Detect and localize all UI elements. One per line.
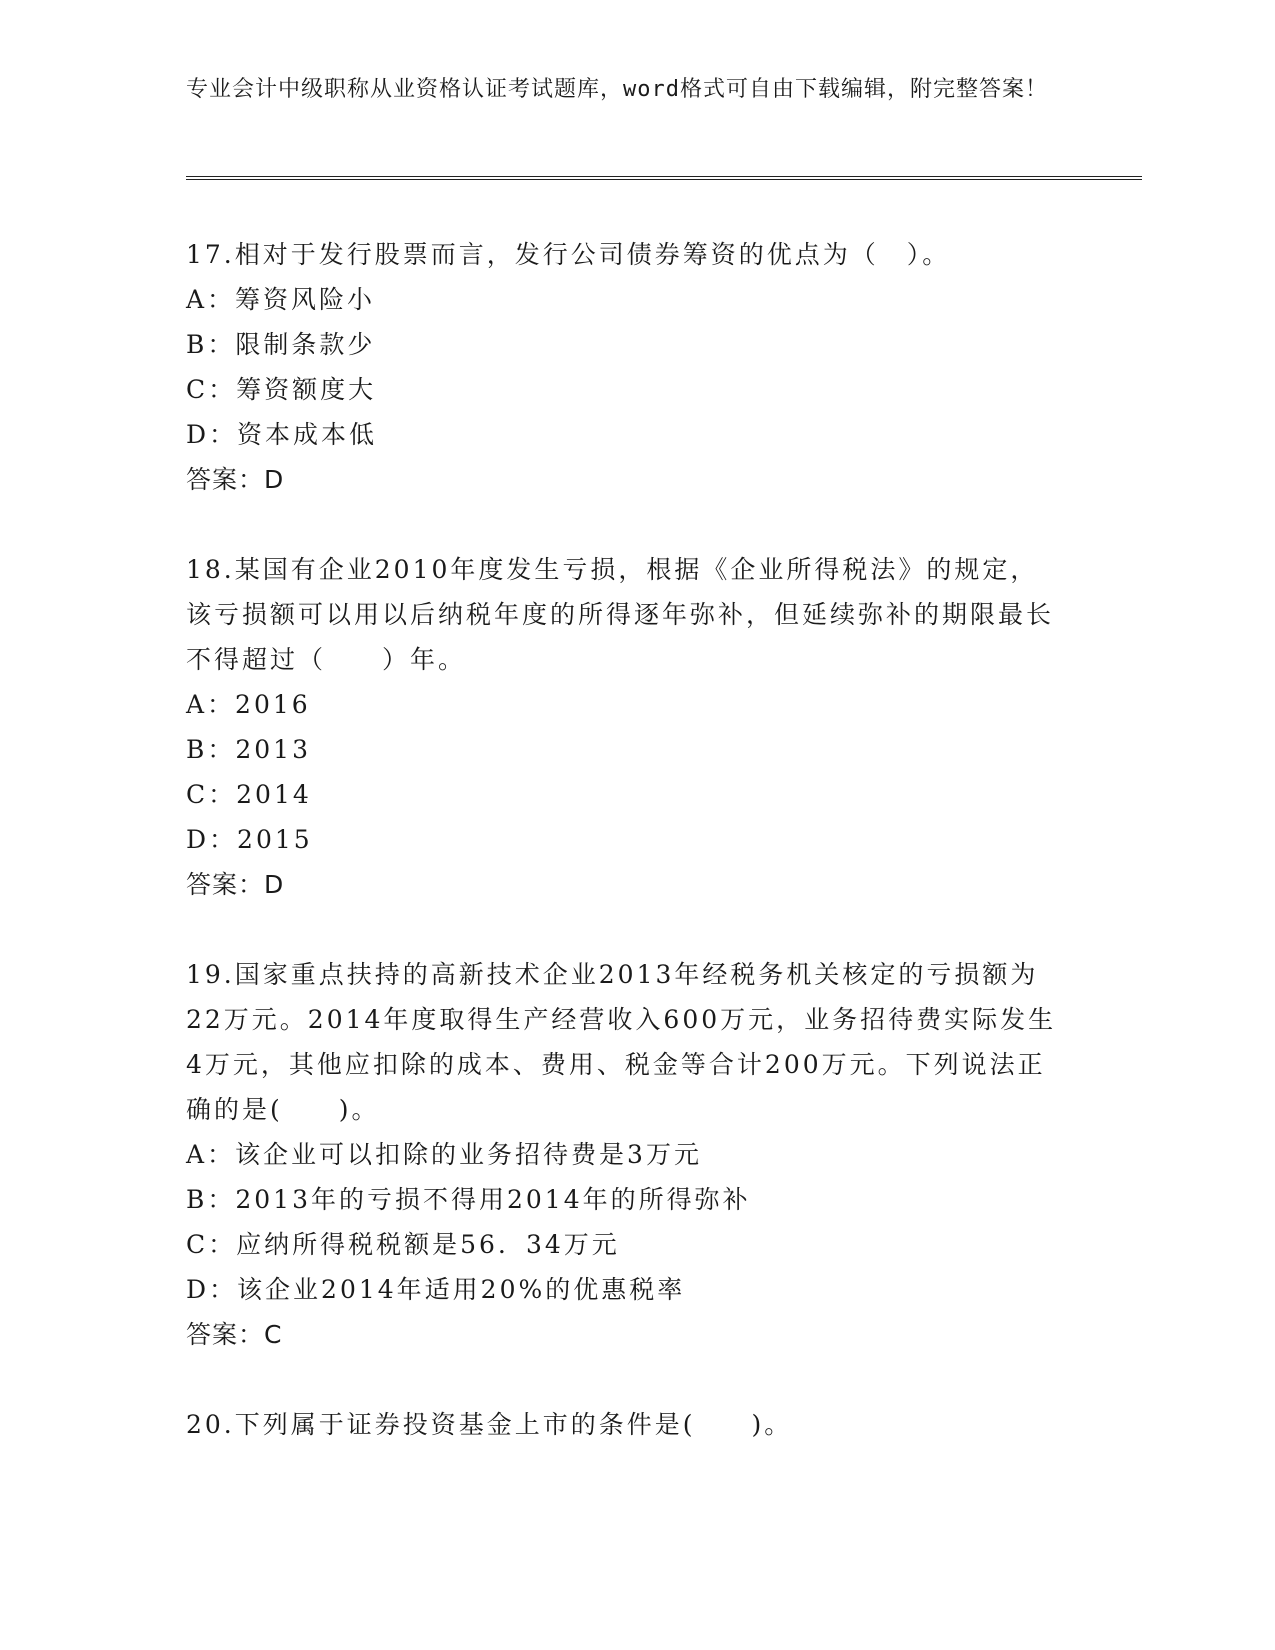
option-a: A：筹资风险小 [186, 285, 376, 314]
option-c: C：2014 [186, 780, 312, 809]
page-header: 专业会计中级职称从业资格认证考试题库，word格式可自由下载编辑，附完整答案！ [186, 77, 1048, 102]
option-a: A：该企业可以扣除的业务招待费是3万元 [186, 1140, 702, 1169]
option-a: A：2016 [186, 690, 311, 719]
option-d: D：该企业2014年适用20%的优惠税率 [186, 1275, 686, 1304]
option-b: B：限制条款少 [186, 330, 376, 359]
option-c: C：筹资额度大 [186, 375, 377, 404]
option-b: B：2013 [186, 735, 311, 764]
question-18 [186, 547, 1066, 907]
question-20 [186, 1402, 1066, 1447]
option-d: D：2015 [186, 825, 313, 854]
question-list [186, 232, 1066, 1492]
question-stem: 19.国家重点扶持的高新技术企业2013年经税务机关核定的亏损额为22万元。2014年度取得生产经营收入600万元，业务招待费实际发生4万元，其他应扣除的成本、费用、税金等合计200万元。下列说法正确的是( )。 [186, 960, 1057, 1124]
answer: 答案：D [186, 465, 285, 494]
option-b: B：2013年的亏损不得用2014年的所得弥补 [186, 1185, 751, 1214]
question-19 [186, 952, 1066, 1357]
answer: 答案：D [186, 870, 285, 899]
question-stem: 17.相对于发行股票而言，发行公司债券筹资的优点为（ ）。 [186, 240, 951, 269]
option-c: C：应纳所得税税额是56．34万元 [186, 1230, 620, 1259]
answer: 答案：C [186, 1320, 283, 1349]
question-17 [186, 232, 1066, 502]
option-d: D：资本成本低 [186, 420, 378, 449]
header-divider [186, 176, 1142, 180]
question-stem: 18.某国有企业2010年度发生亏损，根据《企业所得税法》的规定，该亏损额可以用以后纳税年度的所得逐年弥补，但延续弥补的期限最长不得超过（ ）年。 [186, 555, 1055, 674]
question-stem: 20.下列属于证券投资基金上市的条件是( )。 [186, 1410, 793, 1439]
